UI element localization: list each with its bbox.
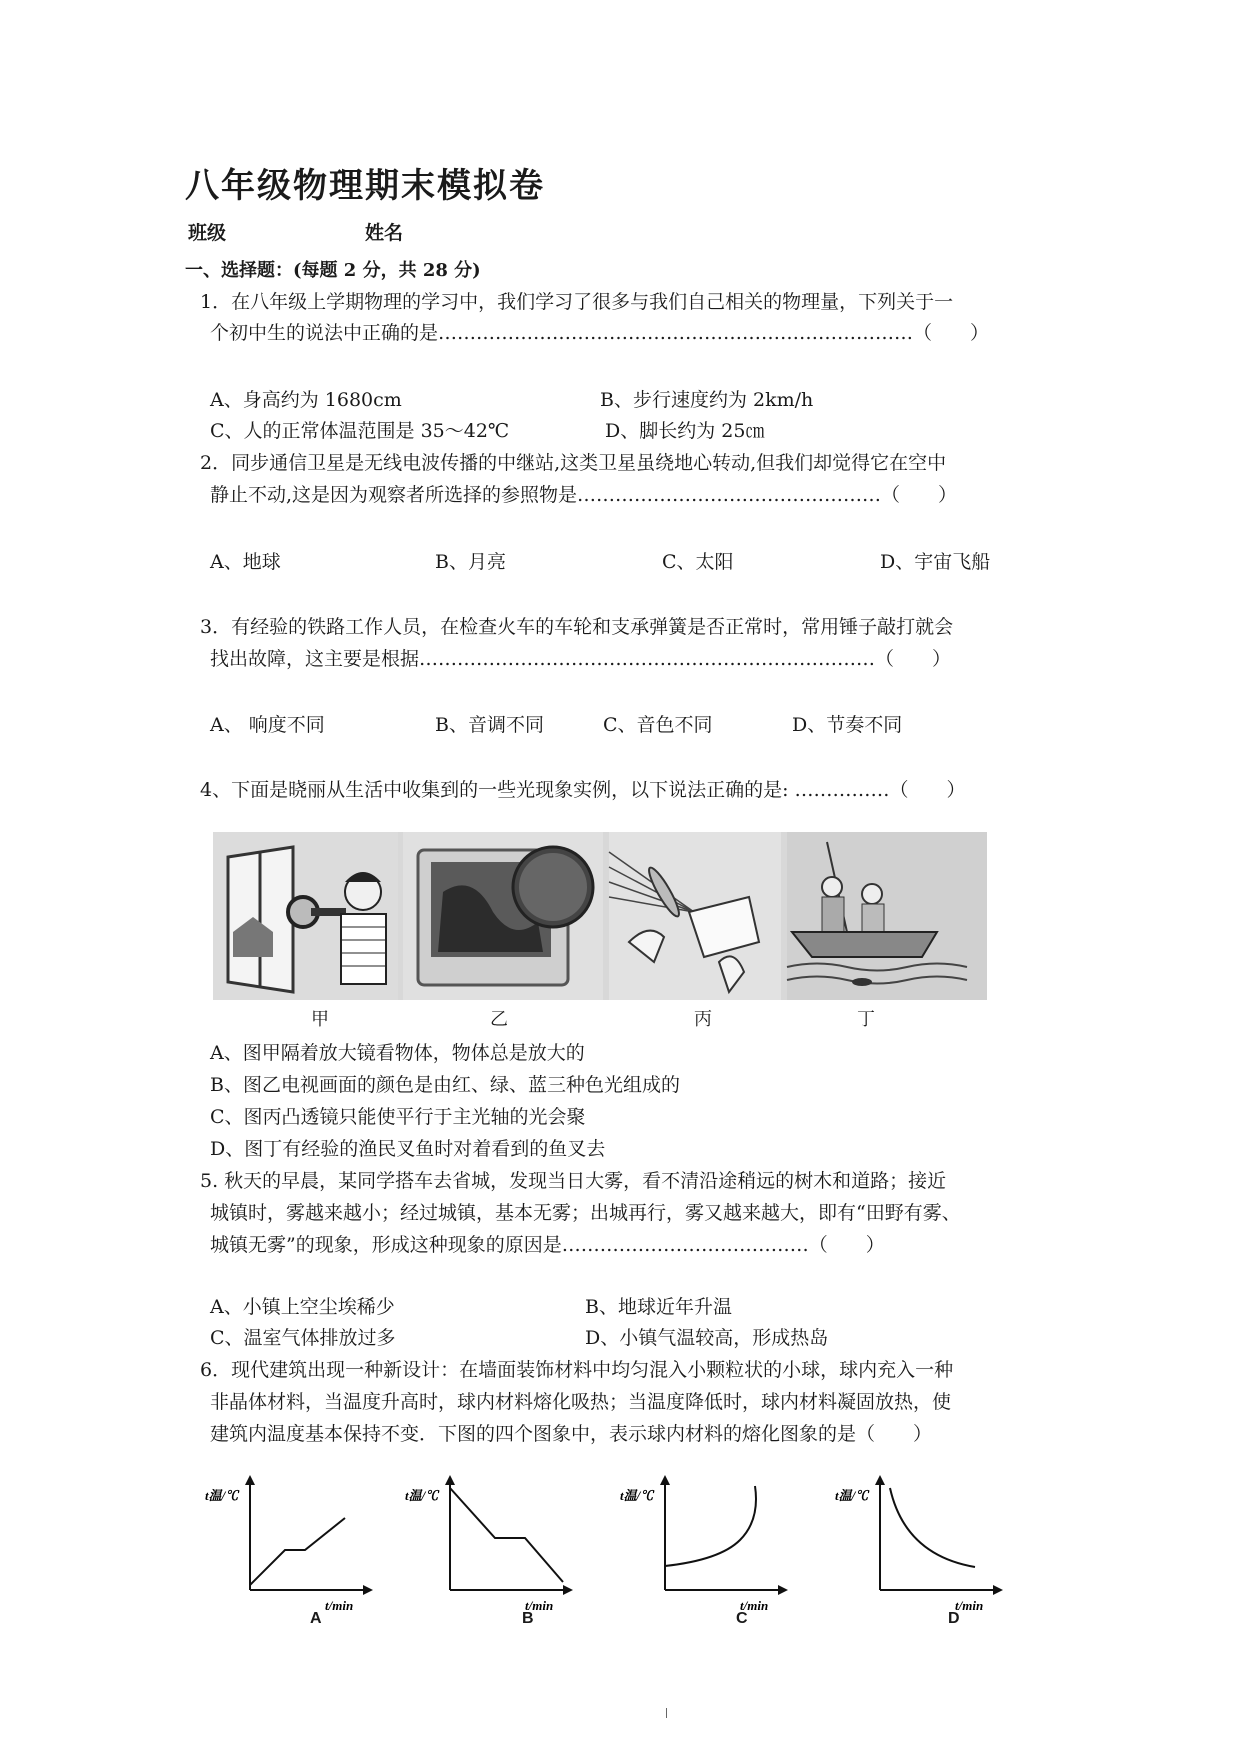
q4-option-a: A、图甲隔着放大镜看物体，物体总是放大的 [210,1042,585,1064]
chart-label-c: C [736,1610,748,1627]
chart-b-y-arrow [445,1475,455,1485]
chart-b-x-arrow [563,1585,573,1595]
q3-option-c: C、音色不同 [603,714,713,736]
caption-ding: 丁 [857,1009,875,1030]
chart-c-y-arrow [660,1475,670,1485]
chart-b-curve [450,1488,563,1582]
page-title: 八年级物理期末模拟卷 [185,166,545,206]
photo-television [403,832,603,1000]
q4-option-d: D、图丁有经验的渔民叉鱼时对着看到的鱼叉去 [210,1138,606,1160]
q4-option-b: B、图乙电视画面的颜色是由红、绿、蓝三种色光组成的 [210,1074,680,1096]
chart-d-x-arrow [993,1585,1003,1595]
q1-line2: 个初中生的说法中正确的是…………………………………………………………………（ ） [210,322,990,344]
q5-option-c: C、温室气体排放过多 [210,1327,396,1349]
chart-c-xlabel: t/min [740,1598,769,1613]
q5-line1: 5. 秋天的早晨，某同学搭车去省城，发现当日大雾，看不清沿途稍远的树木和道路；接近 [200,1170,947,1192]
chart-label-a: A [310,1610,322,1627]
chart-a [205,1470,375,1613]
photo-convex-lens [609,832,781,1000]
q5-option-a: A、小镇上空尘埃稀少 [210,1296,395,1318]
q5-option-b: B、地球近年升温 [585,1296,732,1318]
q6-line1: 6．现代建筑出现一种新设计：在墙面装饰材料中均匀混入小颗粒状的小球，球内充入一种 [200,1359,954,1381]
q1-option-b: B、步行速度约为 2km/h [600,389,814,411]
chart-a-x-arrow [363,1585,373,1595]
chart-c-svg [620,1470,790,1613]
chart-d-xlabel: t/min [955,1598,984,1613]
caption-jia: 甲 [311,1009,329,1030]
section-heading: 一、选择题：(每题 2 分，共 28 分) [185,260,481,281]
chart-d-svg [835,1470,1005,1613]
q4-photo-strip [213,832,987,1000]
caption-yi: 乙 [490,1009,508,1030]
photo-fisherman [787,832,987,1000]
q3-option-b: B、音调不同 [435,714,544,736]
q2-line1: 2．同步通信卫星是无线电波传播的中继站,这类卫星虽绕地心转动,但我们却觉得它在空中 [200,452,947,474]
chart-b-ylabel: t温/℃ [405,1488,439,1503]
q6-line2: 非晶体材料，当温度升高时，球内材料熔化吸热；当温度降低时，球内材料凝固放热，使 [210,1391,952,1413]
q1-option-d: D、脚长约为 25㎝ [605,420,765,442]
q6-line3: 建筑内温度基本保持不变．下图的四个图象中，表示球内材料的熔化图象的是（ ） [210,1423,933,1445]
q4-line1: 4、下面是晓丽从生活中收集到的一些光现象实例，以下说法正确的是: ……………（ ） [200,779,966,801]
chart-a-ylabel: t温/℃ [205,1488,239,1503]
chart-a-xlabel: t/min [325,1598,354,1613]
chart-c-x-arrow [778,1585,788,1595]
chart-b [405,1470,575,1613]
photo-magnifier [213,832,398,1000]
chart-b-xlabel: t/min [525,1598,554,1613]
q2-option-d: D、宇宙飞船 [880,551,991,573]
chart-b-svg [405,1470,575,1613]
q4-option-c: C、图丙凸透镜只能使平行于主光轴的光会聚 [210,1106,586,1128]
q1-option-a: A、身高约为 1680cm [210,389,402,411]
q3-line2: 找出故障，这主要是根据………………………………………………………………（ ） [210,648,952,670]
q2-option-a: A、地球 [210,551,281,573]
q3-option-a: A、 响度不同 [210,714,325,736]
chart-d [835,1470,1005,1613]
chart-d-ylabel: t温/℃ [835,1488,869,1503]
chart-a-curve [250,1518,345,1585]
q1-line1: 1．在八年级上学期物理的学习中，我们学习了很多与我们自己相关的物理量，下列关于一 [200,291,954,313]
q2-line2: 静止不动,这是因为观察者所选择的参照物是…………………………………………（ ） [210,484,958,506]
chart-label-b: B [522,1610,534,1627]
class-label: 班级 [188,222,227,244]
name-label: 姓名 [365,222,404,244]
q5-line3: 城镇无雾”的现象，形成这种现象的原因是…………………………………（ ） [210,1234,885,1256]
chart-c-ylabel: t温/℃ [620,1488,654,1503]
q2-option-b: B、月亮 [435,551,506,573]
q3-line1: 3．有经验的铁路工作人员，在检查火车的车轮和支承弹簧是否正常时，常用锤子敲打就会 [200,616,954,638]
chart-a-y-arrow [245,1475,255,1485]
chart-label-d: D [948,1610,960,1627]
caption-bing: 丙 [694,1009,712,1030]
chart-a-svg [205,1470,375,1613]
q1-option-c: C、人的正常体温范围是 35～42℃ [210,420,510,442]
q3-option-d: D、节奏不同 [792,714,903,736]
chart-c-curve [665,1486,756,1566]
chart-c [620,1470,790,1613]
q2-option-c: C、太阳 [662,551,734,573]
chart-d-y-arrow [875,1475,885,1485]
q5-option-d: D、小镇气温较高，形成热岛 [585,1327,829,1349]
page-mark [666,1708,667,1718]
q5-line2: 城镇时，雾越来越小；经过城镇，基本无雾；出城再行，雾又越来越大，即有“田野有雾、 [210,1202,961,1224]
chart-d-curve [890,1488,975,1567]
